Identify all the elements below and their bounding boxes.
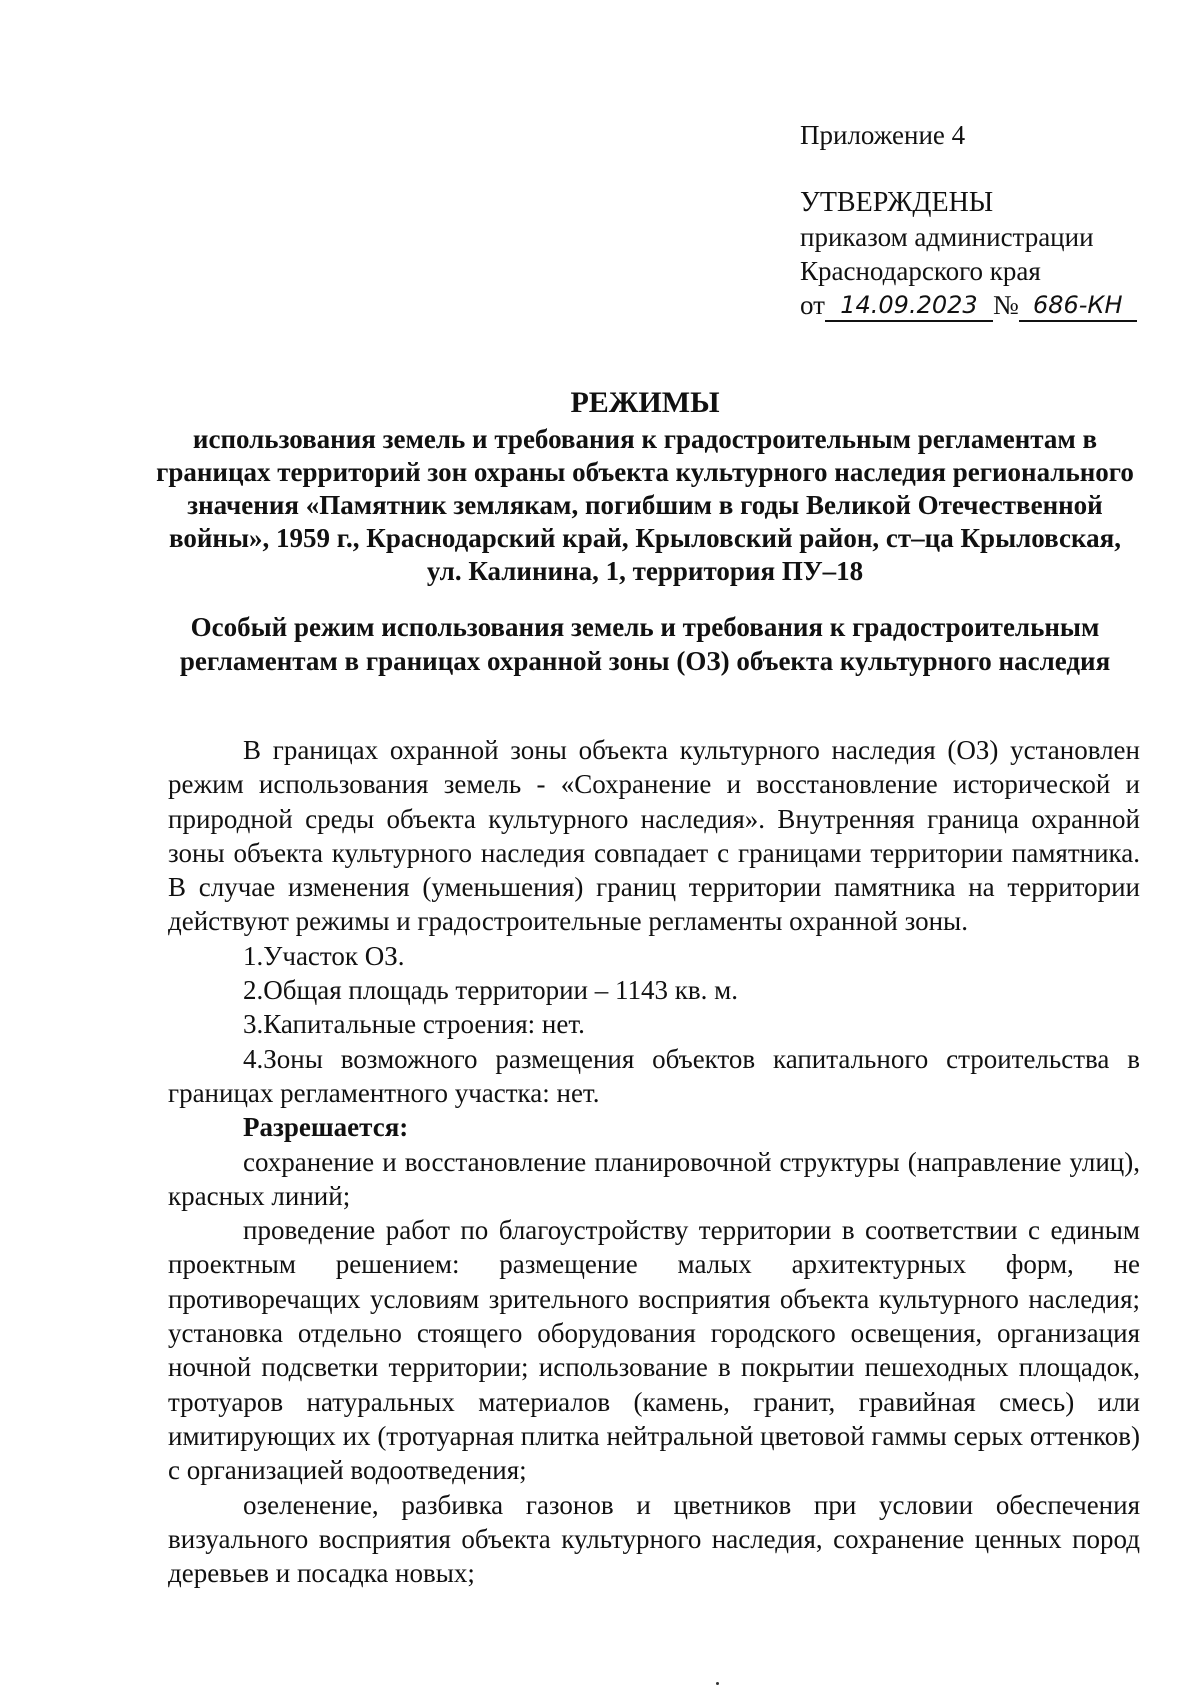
list-item-3: 3.Капитальные строения: нет.: [243, 1009, 585, 1040]
appendix-label: Приложение 4: [800, 120, 966, 150]
title-block: [150, 383, 1140, 678]
document-body: [168, 733, 1140, 1590]
allowed-item: проведение работ по благоустройству территории в соответствии с единым проектным решением: размещение малых архитектурных форм, не противоречащих условиям зрительного восприятия объекта культурного наследия; установка отдельно стоящего оборудования городского освещения, организация ночной подсветки территории; использование в покрытии пешеходных площадок, тротуаров натуральных материалов (камень, гранит, гравийная смесь) или имитирующих их (тротуарная плитка нейтральной цветовой гаммы серых оттенков) с организацией водоотведения;: [168, 1215, 1140, 1486]
document-title: РЕЖИМЫ: [570, 386, 720, 419]
approved-label: УТВЕРЖДЕНЫ: [800, 187, 994, 218]
document-subtitle: использования земель и требования к градостроительным регламентам в границах территорий зон охраны объекта культурного наследия регионального значения «Памятник землякам, погибшим в годы Великой Отечественной войны», 1959 г., Краснодарский край, Крыловский район, ст–ца Крыловская, ул. Калинина, 1, территория ПУ–18: [156, 424, 1134, 586]
list-item-4: 4.Зоны возможного размещения объектов капитального строительства в границах регламентного участка: нет.: [168, 1043, 1140, 1108]
scan-speck: [716, 1682, 719, 1685]
allowed-heading: Разрешается:: [243, 1112, 409, 1143]
handwritten-date: 14.09.2023: [825, 290, 993, 322]
list-item-2: 2.Общая площадь территории – 1143 кв. м.: [243, 975, 738, 1006]
number-label: №: [992, 290, 1019, 320]
approval-block: [800, 118, 1180, 322]
allowed-item: сохранение и восстановление планировочной структуры (направление улиц), красных линий;: [168, 1146, 1140, 1211]
approval-line-2: Краснодарского края: [800, 256, 1041, 286]
list-item-1: 1.Участок ОЗ.: [243, 940, 405, 971]
section-title: Особый режим использования земель и требования к градостроительным регламентам в границах охранной зоны (ОЗ) объекта культурного наследия: [179, 612, 1111, 676]
handwritten-number: 686-КН: [1019, 290, 1137, 322]
allowed-item: озеленение, разбивка газонов и цветников при условии обеспечения визуального восприятия объекта культурного наследия, сохранение ценных пород деревьев и посадка новых;: [168, 1489, 1140, 1589]
intro-paragraph: В границах охранной зоны объекта культурного наследия (ОЗ) установлен режим использования земель - «Сохранение и восстановление исторической и природной среды объекта культурного наследия». Внутренняя граница охранной зоны объекта культурного наследия совпадает с границами территории памятника. В случае изменения (уменьшения) границ территории памятника на территории действуют режимы и градостроительные регламенты охранной зоны.: [168, 735, 1140, 937]
from-label: от: [800, 290, 825, 320]
approval-date-number-row: [800, 288, 1180, 322]
approval-line-1: приказом администрации: [800, 222, 1094, 252]
